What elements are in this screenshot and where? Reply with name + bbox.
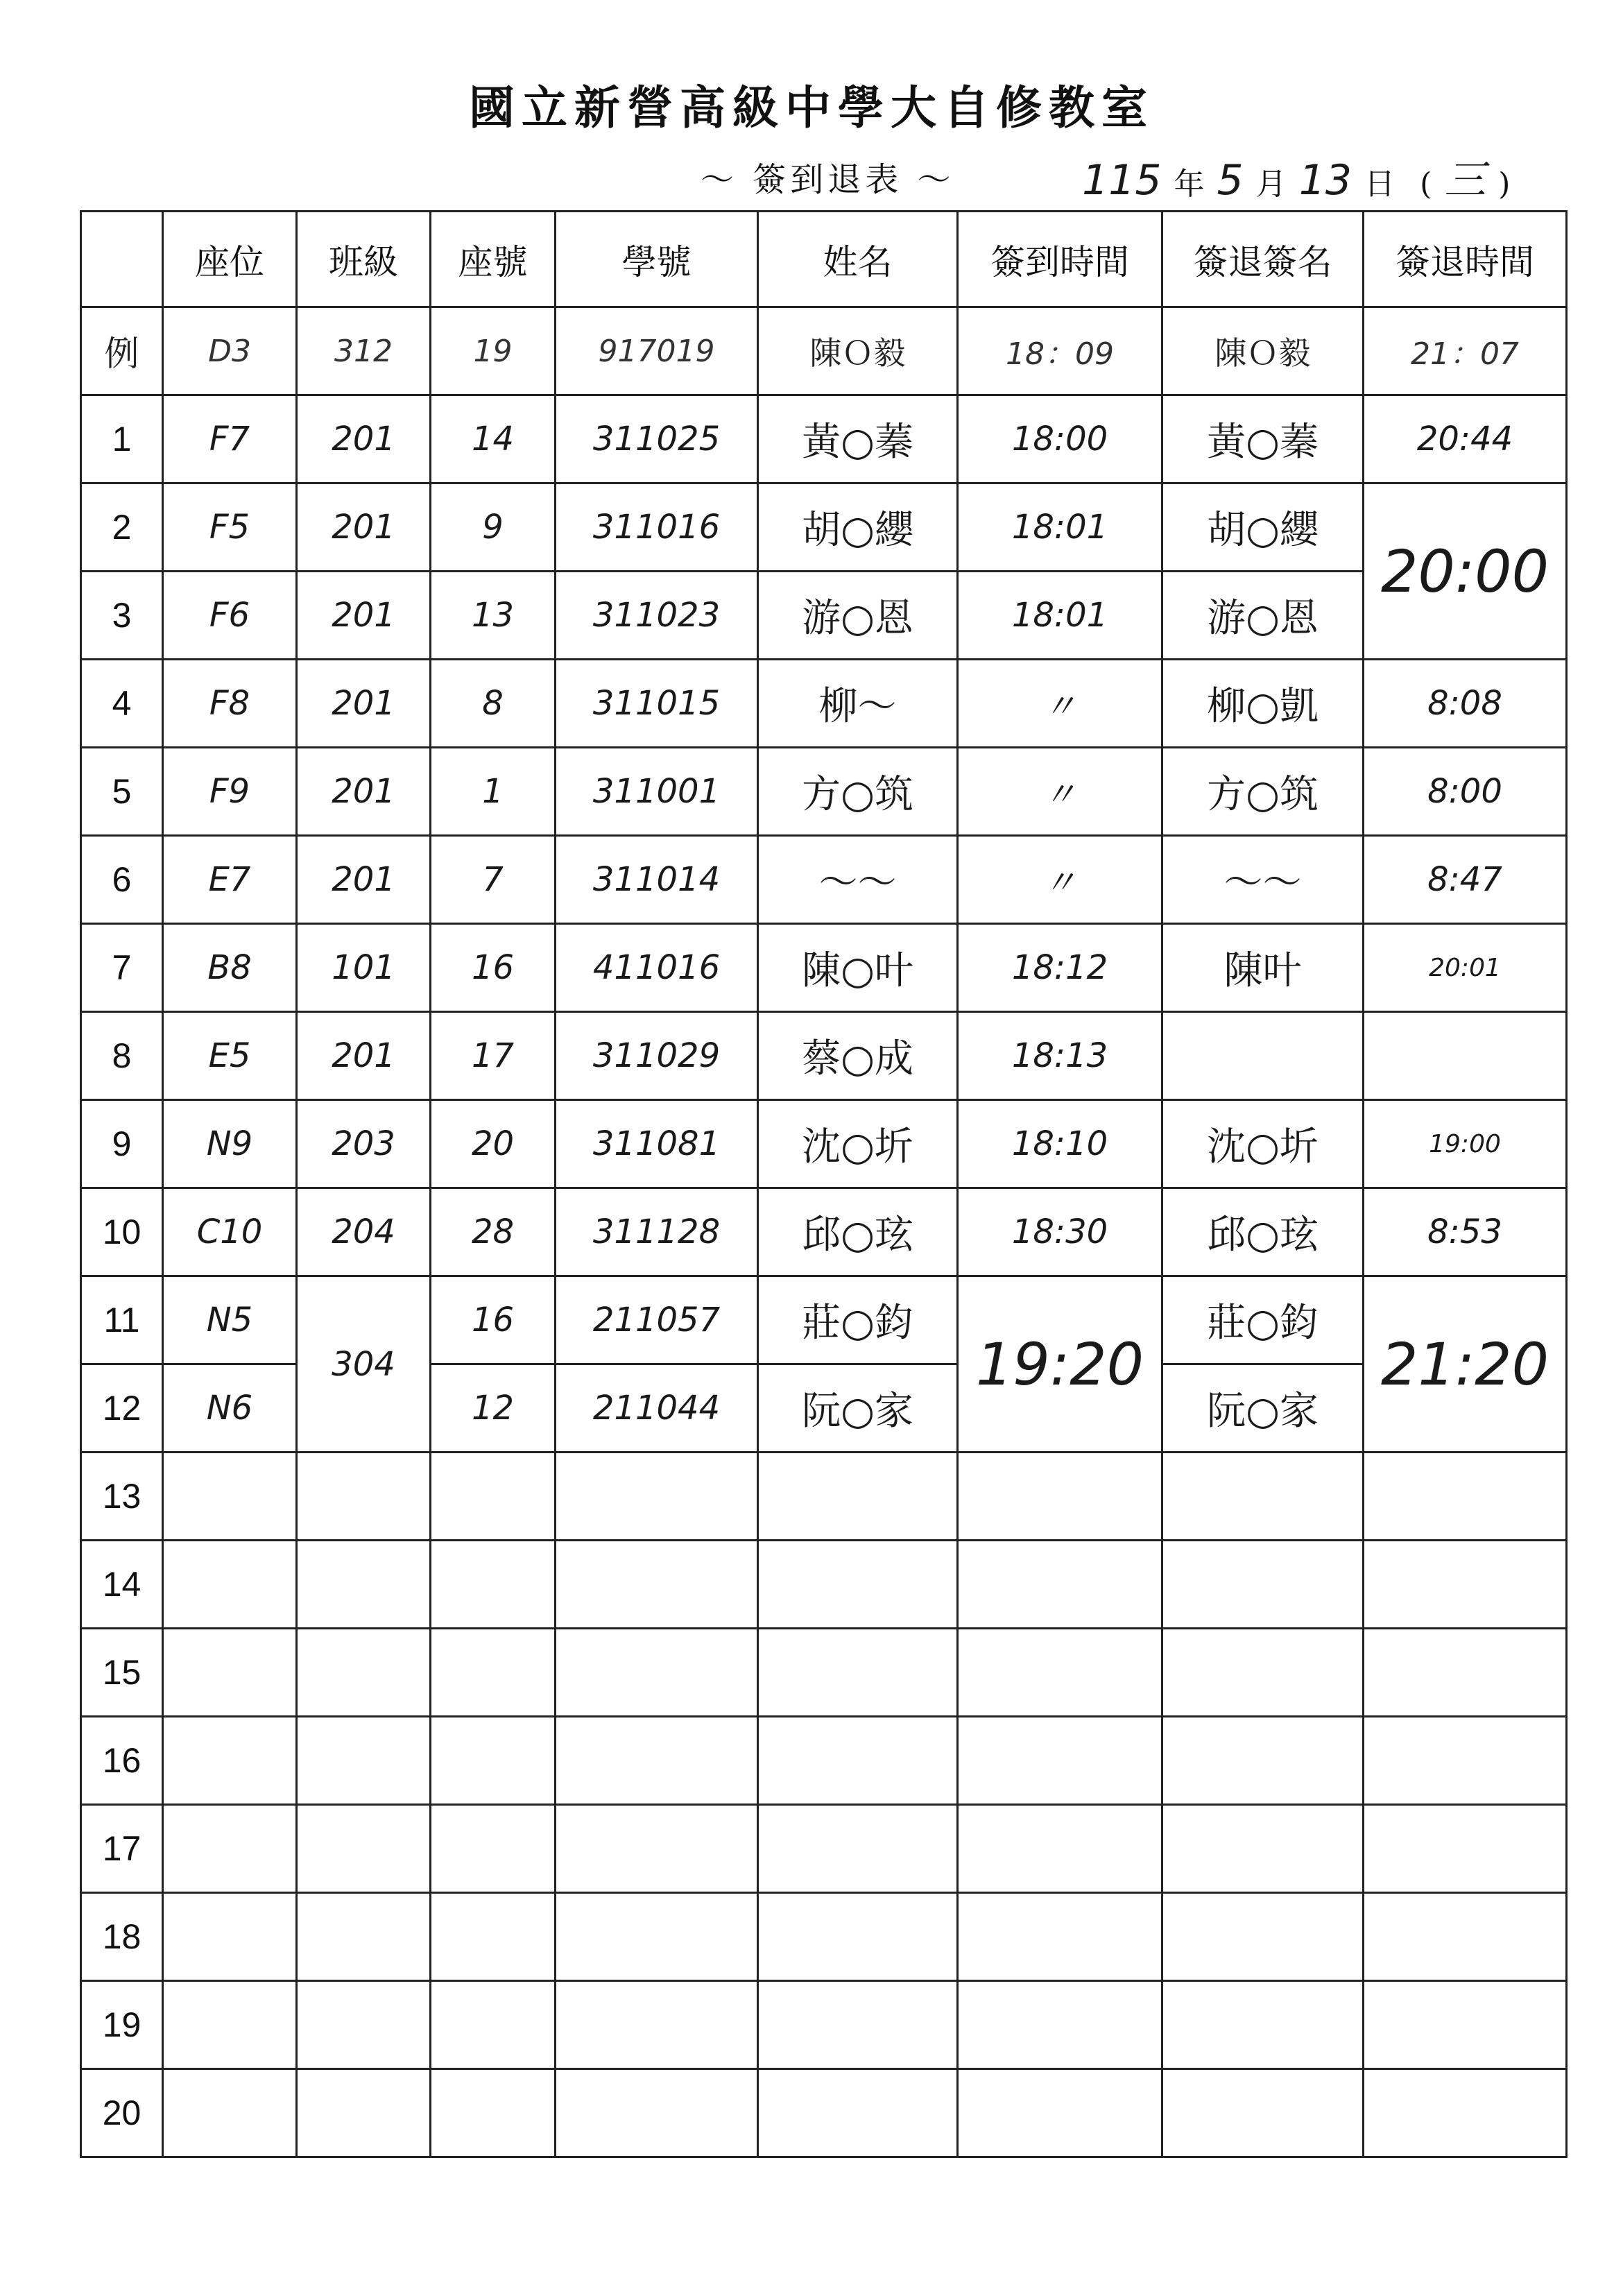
date-year-unit: 年 bbox=[1174, 166, 1205, 202]
table-row bbox=[81, 1981, 1567, 2069]
cell-name[interactable]: 胡○纓 bbox=[758, 483, 958, 572]
cell-sign-out-name[interactable]: 柳○凱 bbox=[1162, 660, 1364, 748]
cell-sign-out-time[interactable] bbox=[1364, 1541, 1567, 1629]
cell-sign-in-time[interactable] bbox=[958, 1453, 1162, 1541]
cell-class[interactable] bbox=[297, 1541, 431, 1629]
cell-student-id[interactable]: 411016 bbox=[556, 924, 758, 1012]
cell-class[interactable] bbox=[297, 1981, 431, 2069]
header-row bbox=[81, 212, 1567, 307]
table-row bbox=[81, 660, 1567, 748]
cell-seat-no[interactable]: 16 bbox=[431, 924, 556, 1012]
cell-sign-in-time[interactable]: 〃 bbox=[958, 836, 1162, 924]
cell-seat-no[interactable] bbox=[431, 1805, 556, 1893]
cell-sign-out-time[interactable] bbox=[1364, 2069, 1567, 2157]
row-number: 3 bbox=[81, 572, 163, 660]
cell-sign-out-time[interactable] bbox=[1364, 1629, 1567, 1717]
cell-sign-in-time[interactable]: 19:20 bbox=[958, 1276, 1162, 1453]
cell-seat-no[interactable]: 12 bbox=[431, 1364, 556, 1453]
cell-student-id[interactable]: 211057 bbox=[556, 1276, 758, 1364]
cell-sign-in-time[interactable]: 18:10 bbox=[958, 1100, 1162, 1188]
row-number: 20 bbox=[81, 2069, 163, 2157]
row-number: 4 bbox=[81, 660, 163, 748]
date-weekday: 三 bbox=[1444, 156, 1486, 205]
column-header: 座位 bbox=[163, 212, 297, 307]
cell-name[interactable] bbox=[758, 1453, 958, 1541]
cell-sign-out-name[interactable] bbox=[1162, 1629, 1364, 1717]
cell-name[interactable] bbox=[758, 1893, 958, 1981]
cell-sign-in-time[interactable]: 18:01 bbox=[958, 483, 1162, 572]
cell-student-id[interactable] bbox=[556, 1541, 758, 1629]
cell-sign-out-name[interactable]: 莊○鈞 bbox=[1162, 1276, 1364, 1364]
cell-sign-out-name[interactable] bbox=[1162, 1012, 1364, 1100]
cell-sign-out-time[interactable]: 20:00 bbox=[1364, 483, 1567, 660]
table-row bbox=[81, 1276, 1567, 1364]
cell-seat-no[interactable] bbox=[431, 1981, 556, 2069]
cell-sign-out-name[interactable] bbox=[1162, 1981, 1364, 2069]
table-row bbox=[81, 572, 1567, 660]
row-number: 10 bbox=[81, 1188, 163, 1276]
cell-student-id[interactable] bbox=[556, 1805, 758, 1893]
cell-sign-out-name[interactable]: 黃○蓁 bbox=[1162, 395, 1364, 483]
cell-seat-no[interactable]: 20 bbox=[431, 1100, 556, 1188]
cell-sign-out-name: 陳Ｏ毅 bbox=[1162, 307, 1364, 395]
cell-seat: D3 bbox=[163, 307, 297, 395]
cell-class[interactable] bbox=[297, 1453, 431, 1541]
cell-student-id[interactable]: 311014 bbox=[556, 836, 758, 924]
cell-sign-in-time[interactable] bbox=[958, 2069, 1162, 2157]
cell-sign-in-time[interactable]: 〃 bbox=[958, 748, 1162, 836]
cell-name[interactable] bbox=[758, 1541, 958, 1629]
table-row bbox=[81, 1629, 1567, 1717]
table-row bbox=[81, 1893, 1567, 1981]
row-number: 12 bbox=[81, 1364, 163, 1453]
cell-seat[interactable]: F9 bbox=[163, 748, 297, 836]
cell-class[interactable]: 201 bbox=[297, 1012, 431, 1100]
row-number: 8 bbox=[81, 1012, 163, 1100]
cell-student-id[interactable] bbox=[556, 1981, 758, 2069]
cell-student-id[interactable]: 311025 bbox=[556, 395, 758, 483]
cell-sign-out-name[interactable] bbox=[1162, 1453, 1364, 1541]
cell-seat[interactable]: F6 bbox=[163, 572, 297, 660]
cell-student-id[interactable]: 311128 bbox=[556, 1188, 758, 1276]
cell-name[interactable]: 蔡○成 bbox=[758, 1012, 958, 1100]
column-header: 簽退時間 bbox=[1364, 212, 1567, 307]
row-number: 6 bbox=[81, 836, 163, 924]
cell-seat[interactable] bbox=[163, 1717, 297, 1805]
cell-class[interactable] bbox=[297, 1717, 431, 1805]
cell-sign-out-time[interactable]: 8:53 bbox=[1364, 1188, 1567, 1276]
cell-sign-out-name[interactable]: 陳叶 bbox=[1162, 924, 1364, 1012]
cell-sign-out-time[interactable] bbox=[1364, 1012, 1567, 1100]
cell-seat[interactable]: B8 bbox=[163, 924, 297, 1012]
cell-class[interactable] bbox=[297, 1629, 431, 1717]
cell-seat-no[interactable] bbox=[431, 1541, 556, 1629]
row-number: 2 bbox=[81, 483, 163, 572]
cell-seat-no: 19 bbox=[431, 307, 556, 395]
cell-seat-no[interactable]: 28 bbox=[431, 1188, 556, 1276]
cell-seat-no[interactable]: 8 bbox=[431, 660, 556, 748]
date-line bbox=[1082, 147, 1522, 207]
cell-seat[interactable] bbox=[163, 2069, 297, 2157]
table-row bbox=[81, 1453, 1567, 1541]
cell-sign-out-name[interactable]: ～～ bbox=[1162, 836, 1364, 924]
row-number: 17 bbox=[81, 1805, 163, 1893]
cell-seat[interactable]: E7 bbox=[163, 836, 297, 924]
cell-name[interactable] bbox=[758, 1629, 958, 1717]
row-number: 5 bbox=[81, 748, 163, 836]
cell-student-id[interactable]: 311016 bbox=[556, 483, 758, 572]
cell-sign-out-name[interactable] bbox=[1162, 2069, 1364, 2157]
page-title: 國立新營高級中學大自修教室 bbox=[469, 80, 1154, 135]
cell-sign-out-name[interactable]: 沈○圻 bbox=[1162, 1100, 1364, 1188]
cell-seat-no[interactable]: 16 bbox=[431, 1276, 556, 1364]
table-row bbox=[81, 1805, 1567, 1893]
cell-student-id[interactable]: 311081 bbox=[556, 1100, 758, 1188]
table-row bbox=[81, 836, 1567, 924]
table-row bbox=[81, 1012, 1567, 1100]
cell-name[interactable] bbox=[758, 1981, 958, 2069]
cell-sign-out-time[interactable] bbox=[1364, 1981, 1567, 2069]
cell-seat-no[interactable]: 14 bbox=[431, 395, 556, 483]
row-number: 19 bbox=[81, 1981, 163, 2069]
cell-name[interactable] bbox=[758, 1805, 958, 1893]
cell-sign-out-time: 21：07 bbox=[1364, 307, 1567, 395]
column-header-number bbox=[81, 212, 163, 307]
cell-sign-out-time[interactable]: 8:08 bbox=[1364, 660, 1567, 748]
cell-seat[interactable]: F8 bbox=[163, 660, 297, 748]
table-row bbox=[81, 1188, 1567, 1276]
row-number: 例 bbox=[81, 307, 163, 395]
cell-seat[interactable]: N9 bbox=[163, 1100, 297, 1188]
cell-student-id[interactable] bbox=[556, 1893, 758, 1981]
cell-student-id[interactable]: 211044 bbox=[556, 1364, 758, 1453]
cell-class[interactable]: 203 bbox=[297, 1100, 431, 1188]
cell-sign-out-time[interactable] bbox=[1364, 1805, 1567, 1893]
row-number: 16 bbox=[81, 1717, 163, 1805]
sign-in-out-table bbox=[80, 210, 1568, 2158]
cell-sign-out-time[interactable]: 8:47 bbox=[1364, 836, 1567, 924]
cell-seat[interactable] bbox=[163, 1453, 297, 1541]
cell-sign-in-time[interactable]: 18:13 bbox=[958, 1012, 1162, 1100]
cell-class[interactable] bbox=[297, 1893, 431, 1981]
cell-seat[interactable]: C10 bbox=[163, 1188, 297, 1276]
cell-seat-no[interactable]: 7 bbox=[431, 836, 556, 924]
cell-name[interactable]: 莊○鈞 bbox=[758, 1276, 958, 1364]
row-number: 18 bbox=[81, 1893, 163, 1981]
column-header: 姓名 bbox=[758, 212, 958, 307]
cell-sign-out-time[interactable]: 8:00 bbox=[1364, 748, 1567, 836]
cell-class[interactable]: 201 bbox=[297, 483, 431, 572]
cell-class[interactable]: 101 bbox=[297, 924, 431, 1012]
cell-student-id: 917019 bbox=[556, 307, 758, 395]
column-header: 班級 bbox=[297, 212, 431, 307]
cell-name[interactable]: 方○筑 bbox=[758, 748, 958, 836]
cell-class[interactable]: 201 bbox=[297, 748, 431, 836]
cell-seat-no[interactable] bbox=[431, 1629, 556, 1717]
row-number: 13 bbox=[81, 1453, 163, 1541]
cell-seat[interactable] bbox=[163, 1541, 297, 1629]
table-row bbox=[81, 1717, 1567, 1805]
cell-sign-in-time[interactable] bbox=[958, 1981, 1162, 2069]
cell-sign-out-time[interactable] bbox=[1364, 1893, 1567, 1981]
cell-name[interactable] bbox=[758, 1717, 958, 1805]
table-row bbox=[81, 924, 1567, 1012]
cell-student-id[interactable] bbox=[556, 1629, 758, 1717]
cell-sign-out-name[interactable]: 游○恩 bbox=[1162, 572, 1364, 660]
cell-sign-out-time[interactable] bbox=[1364, 1453, 1567, 1541]
cell-seat[interactable] bbox=[163, 1981, 297, 2069]
table-row bbox=[81, 748, 1567, 836]
row-number: 1 bbox=[81, 395, 163, 483]
cell-sign-out-name[interactable] bbox=[1162, 1893, 1364, 1981]
cell-class[interactable]: 201 bbox=[297, 836, 431, 924]
column-header: 學號 bbox=[556, 212, 758, 307]
cell-name[interactable]: ～～ bbox=[758, 836, 958, 924]
cell-name[interactable]: 黃○蓁 bbox=[758, 395, 958, 483]
cell-name[interactable]: 柳～ bbox=[758, 660, 958, 748]
cell-sign-in-time[interactable]: 18:00 bbox=[958, 395, 1162, 483]
cell-sign-out-name[interactable]: 阮○家 bbox=[1162, 1364, 1364, 1453]
table-row bbox=[81, 1541, 1567, 1629]
cell-sign-in-time[interactable]: 〃 bbox=[958, 660, 1162, 748]
cell-sign-out-name[interactable] bbox=[1162, 1805, 1364, 1893]
cell-sign-in-time[interactable]: 18:12 bbox=[958, 924, 1162, 1012]
column-header: 簽到時間 bbox=[958, 212, 1162, 307]
column-header: 簽退簽名 bbox=[1162, 212, 1364, 307]
cell-seat[interactable]: N5 bbox=[163, 1276, 297, 1364]
cell-seat[interactable] bbox=[163, 1805, 297, 1893]
date-close-paren: ) bbox=[1498, 166, 1511, 202]
cell-class[interactable]: 201 bbox=[297, 572, 431, 660]
cell-seat[interactable]: F7 bbox=[163, 395, 297, 483]
date-day: 13 bbox=[1298, 156, 1352, 205]
cell-seat-no[interactable] bbox=[431, 1453, 556, 1541]
cell-seat[interactable] bbox=[163, 1893, 297, 1981]
table-row bbox=[81, 1100, 1567, 1188]
cell-seat[interactable]: E5 bbox=[163, 1012, 297, 1100]
cell-student-id[interactable]: 311001 bbox=[556, 748, 758, 836]
table-row bbox=[81, 483, 1567, 572]
cell-sign-out-name[interactable]: 邱○玹 bbox=[1162, 1188, 1364, 1276]
cell-name[interactable]: 陳○叶 bbox=[758, 924, 958, 1012]
cell-class[interactable]: 204 bbox=[297, 1188, 431, 1276]
cell-seat-no[interactable]: 1 bbox=[431, 748, 556, 836]
cell-seat[interactable]: N6 bbox=[163, 1364, 297, 1453]
date-month: 5 bbox=[1217, 156, 1244, 205]
cell-name[interactable]: 阮○家 bbox=[758, 1364, 958, 1453]
cell-sign-out-name[interactable] bbox=[1162, 1717, 1364, 1805]
cell-name[interactable] bbox=[758, 2069, 958, 2157]
cell-seat-no[interactable]: 9 bbox=[431, 483, 556, 572]
cell-class[interactable] bbox=[297, 1805, 431, 1893]
row-number: 11 bbox=[81, 1276, 163, 1364]
cell-sign-out-time[interactable]: 20:44 bbox=[1364, 395, 1567, 483]
cell-class[interactable] bbox=[297, 2069, 431, 2157]
cell-name[interactable]: 游○恩 bbox=[758, 572, 958, 660]
cell-student-id[interactable]: 311029 bbox=[556, 1012, 758, 1100]
cell-sign-in-time[interactable] bbox=[958, 1805, 1162, 1893]
cell-sign-out-name[interactable] bbox=[1162, 1541, 1364, 1629]
cell-student-id[interactable] bbox=[556, 1717, 758, 1805]
date-day-unit: 日 bbox=[1364, 166, 1396, 202]
cell-sign-in-time[interactable] bbox=[958, 1541, 1162, 1629]
cell-seat[interactable]: F5 bbox=[163, 483, 297, 572]
row-number: 15 bbox=[81, 1629, 163, 1717]
cell-sign-out-name[interactable]: 胡○纓 bbox=[1162, 483, 1364, 572]
cell-seat-no[interactable] bbox=[431, 2069, 556, 2157]
cell-seat-no[interactable]: 17 bbox=[431, 1012, 556, 1100]
cell-sign-out-time[interactable]: 19:00 bbox=[1364, 1100, 1567, 1188]
form-subtitle: ～ 簽到退表 ～ bbox=[701, 160, 955, 199]
cell-student-id[interactable]: 311015 bbox=[556, 660, 758, 748]
cell-name[interactable]: 沈○圻 bbox=[758, 1100, 958, 1188]
date-open-paren: ( bbox=[1420, 166, 1432, 202]
cell-sign-in-time: 18：09 bbox=[958, 307, 1162, 395]
row-number: 9 bbox=[81, 1100, 163, 1188]
cell-name[interactable]: 邱○玹 bbox=[758, 1188, 958, 1276]
date-month-unit: 月 bbox=[1255, 166, 1287, 202]
cell-sign-out-name[interactable]: 方○筑 bbox=[1162, 748, 1364, 836]
example-row bbox=[81, 307, 1567, 395]
cell-class[interactable]: 201 bbox=[297, 395, 431, 483]
cell-sign-out-time[interactable]: 20:01 bbox=[1364, 924, 1567, 1012]
cell-class: 312 bbox=[297, 307, 431, 395]
cell-seat-no[interactable] bbox=[431, 1893, 556, 1981]
cell-sign-in-time[interactable]: 18:01 bbox=[958, 572, 1162, 660]
cell-sign-out-time[interactable] bbox=[1364, 1717, 1567, 1805]
cell-class[interactable]: 304 bbox=[297, 1276, 431, 1453]
cell-sign-out-time[interactable]: 21:20 bbox=[1364, 1276, 1567, 1453]
cell-student-id[interactable] bbox=[556, 2069, 758, 2157]
date-year: 115 bbox=[1082, 156, 1162, 205]
cell-student-id[interactable] bbox=[556, 1453, 758, 1541]
cell-sign-in-time[interactable] bbox=[958, 1893, 1162, 1981]
cell-name: 陳Ｏ毅 bbox=[758, 307, 958, 395]
cell-sign-in-time[interactable] bbox=[958, 1717, 1162, 1805]
cell-seat[interactable] bbox=[163, 1629, 297, 1717]
row-number: 7 bbox=[81, 924, 163, 1012]
table-row bbox=[81, 395, 1567, 483]
cell-sign-in-time[interactable] bbox=[958, 1629, 1162, 1717]
column-header: 座號 bbox=[431, 212, 556, 307]
table-row bbox=[81, 2069, 1567, 2157]
row-number: 14 bbox=[81, 1541, 163, 1629]
cell-student-id[interactable]: 311023 bbox=[556, 572, 758, 660]
cell-seat-no[interactable]: 13 bbox=[431, 572, 556, 660]
cell-seat-no[interactable] bbox=[431, 1717, 556, 1805]
cell-sign-in-time[interactable]: 18:30 bbox=[958, 1188, 1162, 1276]
cell-class[interactable]: 201 bbox=[297, 660, 431, 748]
